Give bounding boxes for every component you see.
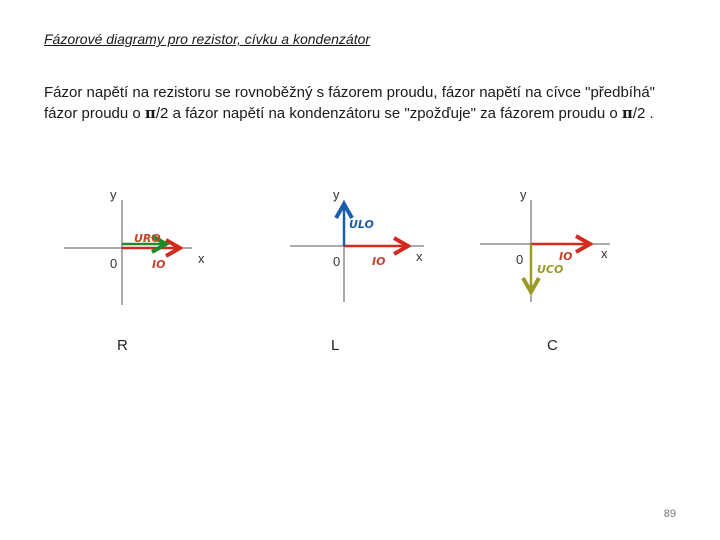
diagram-inductor xyxy=(290,187,424,354)
pi-symbol: π xyxy=(621,104,633,122)
text-part-2: /2 a fázor napětí na kondenzátoru se "zpožďuje" za fázorem proudu o xyxy=(155,105,622,122)
diagram-resistor xyxy=(64,187,205,354)
slide-title: Fázorové diagramy pro rezistor, cívku a kondenzátor xyxy=(44,31,371,47)
voltage-label: URO xyxy=(134,232,161,245)
origin-label: 0 xyxy=(333,254,341,269)
diagram-caption: C xyxy=(547,337,558,354)
text-part-1: Fázor napětí na rezistoru se rovnoběžný s fázorem proudu, fázor napětí na cívce "předbíhá" fázor proudu o xyxy=(44,84,655,122)
x-axis-label: x xyxy=(198,251,205,266)
voltage-label: UCO xyxy=(537,263,564,276)
x-axis-label: x xyxy=(601,246,608,261)
diagram-capacitor xyxy=(480,187,610,354)
y-axis-label: y xyxy=(110,187,117,202)
pi-symbol: π xyxy=(144,104,156,122)
current-label: IO xyxy=(559,250,573,263)
voltage-label: ULO xyxy=(349,218,374,231)
current-label: IO xyxy=(152,258,166,271)
diagram-caption: R xyxy=(117,337,128,354)
current-label: IO xyxy=(372,255,386,268)
page-number: 89 xyxy=(663,508,676,520)
origin-label: 0 xyxy=(516,252,524,267)
y-axis-label: y xyxy=(333,187,340,202)
text-part-3: /2 . xyxy=(632,105,654,122)
x-axis-label: x xyxy=(416,249,423,264)
y-axis-label: y xyxy=(520,187,527,202)
origin-label: 0 xyxy=(110,256,118,271)
diagram-caption: L xyxy=(331,337,340,354)
